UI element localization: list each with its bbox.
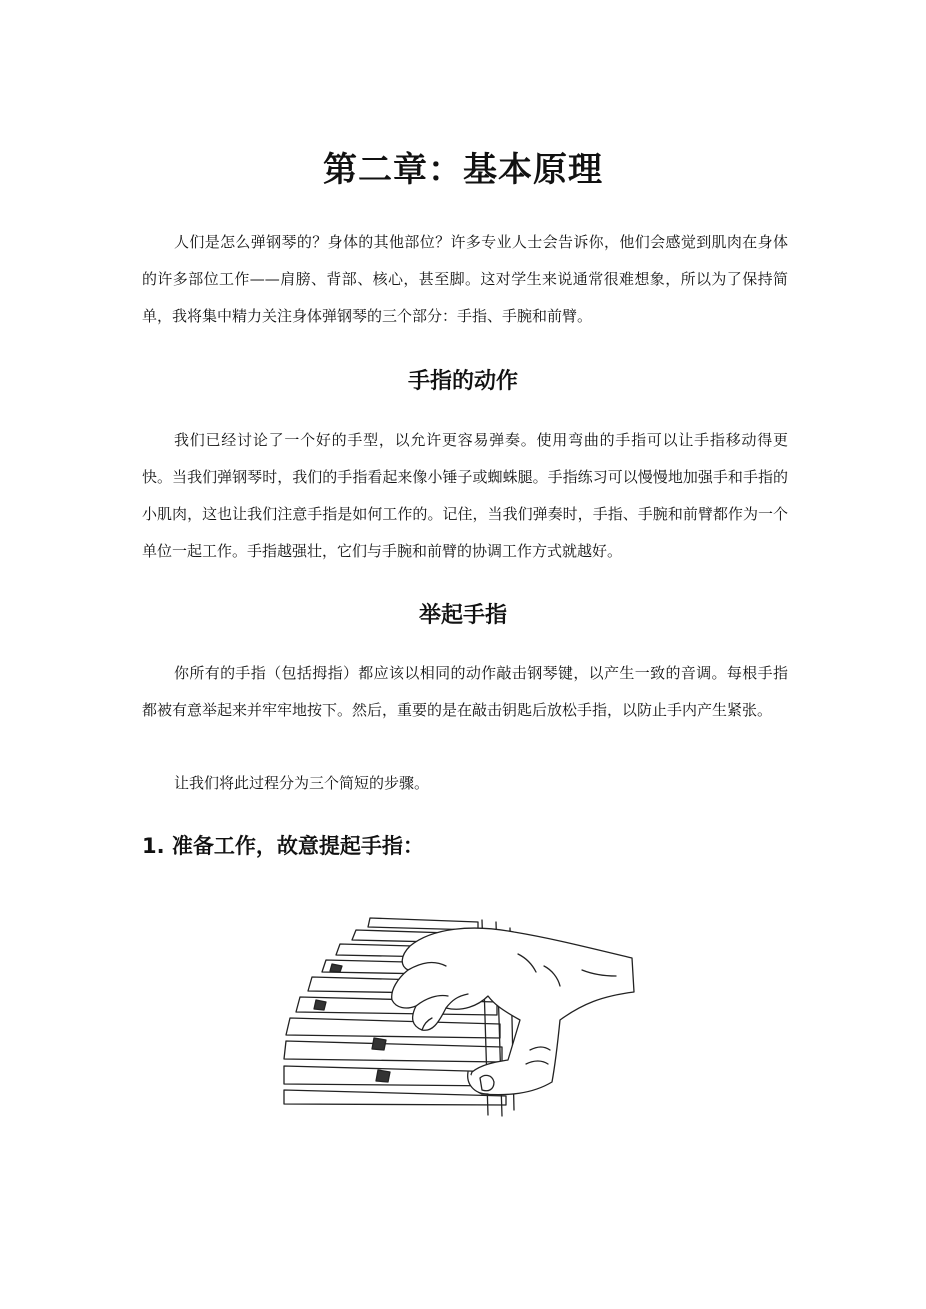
- lift-finger-paragraph: 你所有的手指（包括拇指）都应该以相同的动作敲击钢琴键，以产生一致的音调。每根手指都被有意举起来并牢牢地按下。然后，重要的是在敲击钥匙后放松手指，以防止手内产生紧张。: [142, 664, 788, 719]
- section-heading-lift-finger: 举起手指: [418, 603, 507, 628]
- chapter-title: 第二章：基本原理: [323, 150, 603, 190]
- steps-intro-paragraph: 让我们将此过程分为三个简短的步骤。: [174, 774, 430, 792]
- step-1-heading: 1. 准备工作，故意提起手指：: [142, 834, 424, 858]
- intro-paragraph: 人们是怎么弹钢琴的？身体的其他部位？许多专业人士会告诉你，他们会感觉到肌肉在身体的许多部位工作——肩膀、背部、核心，甚至脚。这对学生来说通常很难想象，所以为了保持简单，我将集中精力关注身体弹钢琴的三个部分：手指、手腕和前臂。: [142, 233, 788, 325]
- finger-action-paragraph: 我们已经讨论了一个好的手型，以允许更容易弹奏。使用弯曲的手指可以让手指移动得更快。当我们弹钢琴时，我们的手指看起来像小锤子或蜘蛛腿。手指练习可以慢慢地加强手和手指的小肌肉，这也让我们注意手指是如何工作的。记住，当我们弹奏时，手指、手腕和前臂都作为一个单位一起工作。手指越强壮，它们与手腕和前臂的协调工作方式就越好。: [142, 431, 788, 560]
- section-heading-finger-action: 手指的动作: [407, 369, 518, 394]
- hand-on-piano-keys-illustration: [282, 900, 638, 1118]
